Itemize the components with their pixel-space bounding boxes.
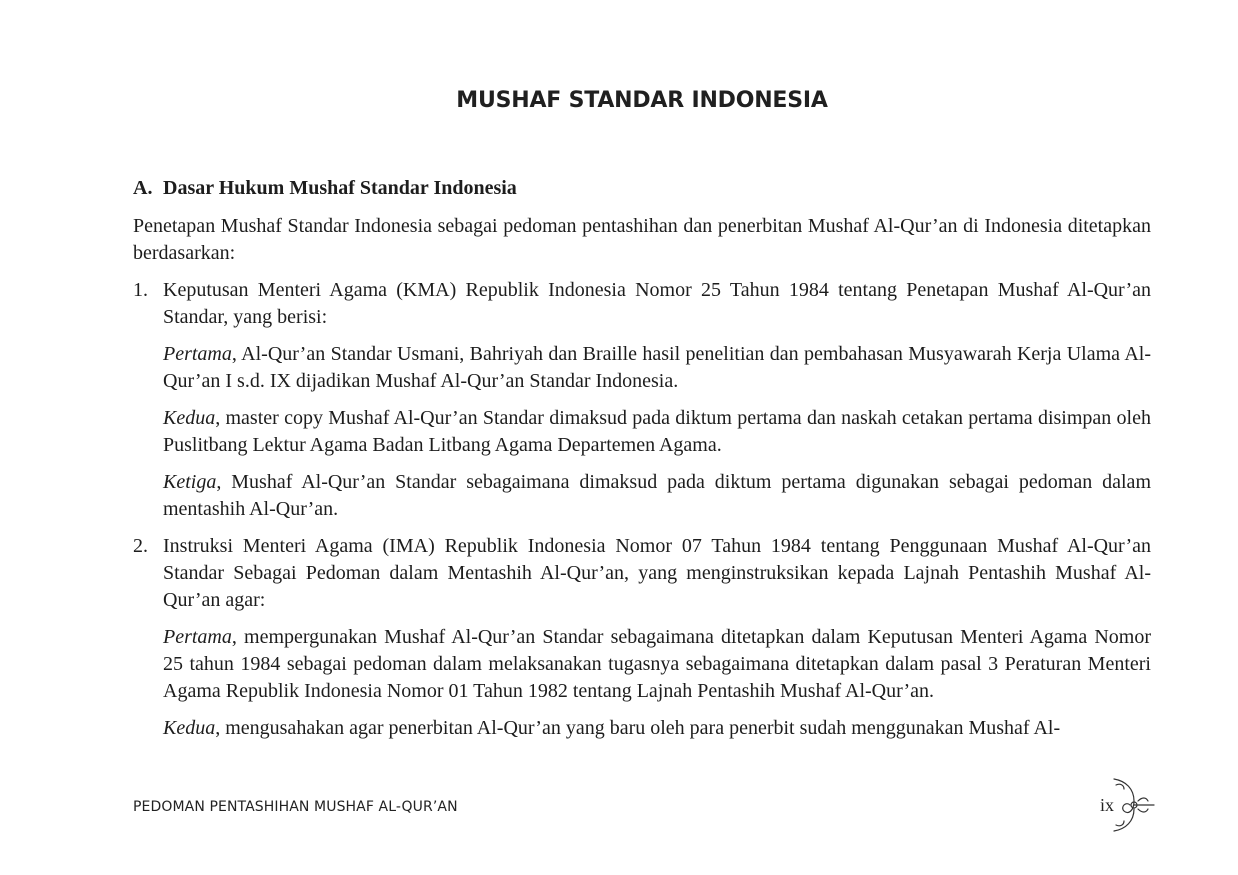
page-number: ix <box>1100 795 1115 815</box>
sub-paragraph <box>133 624 1151 705</box>
section-heading <box>133 175 1151 202</box>
intro-paragraph: Penetapan Mushaf Standar Indonesia sebagai pedoman pentashihan dan penerbitan Mushaf Al-Qur’an di Indonesia ditetapkan berdasarkan: <box>133 215 1151 264</box>
running-footer: PEDOMAN PENTASHIHAN MUSHAF AL-QUR’AN <box>133 799 458 815</box>
sub-paragraph-lead: Ketiga <box>163 471 217 493</box>
sub-paragraph <box>133 341 1151 395</box>
sub-paragraph <box>133 405 1151 459</box>
document-body <box>133 175 1151 752</box>
list-number: 2. <box>133 535 148 557</box>
list-item <box>133 533 1151 614</box>
sub-paragraph-text: , Mushaf Al-Qur’an Standar sebagaimana dimaksud pada diktum pertama digunakan sebagai pedoman dalam mentashih Al-Qur’an. <box>163 471 1151 520</box>
sub-paragraph-text: , master copy Mushaf Al-Qur’an Standar dimaksud pada diktum pertama dan naskah cetakan pertama disimpan oleh Puslitbang Lektur Agama Badan Litbang Agama Departemen Agama. <box>163 407 1151 456</box>
page-title: MUSHAF STANDAR INDONESIA <box>456 88 828 113</box>
sub-paragraph-text: , mengusahakan agar penerbitan Al-Qur’an yang baru oleh para penerbit sudah menggunakan Mushaf Al- <box>215 717 1061 739</box>
sub-paragraph-text: , mempergunakan Mushaf Al-Qur’an Standar sebagaimana ditetapkan dalam Keputusan Menteri Agama Nomor 25 tahun 1984 sebagai pedoman dalam melaksanakan tugasnya sebagaimana ditetapkan dalam pasal 3 Peraturan Menteri Agama Republik Indonesia Nomor 01 Tahun 1982 tentang Lajnah Pentashih Mushaf Al-Qur’an. <box>163 626 1151 702</box>
sub-paragraph <box>133 469 1151 523</box>
sub-paragraph-lead: Kedua <box>163 407 216 429</box>
section-heading-text: Dasar Hukum Mushaf Standar Indonesia <box>163 177 517 199</box>
floral-ornament-icon <box>1108 775 1158 835</box>
sub-paragraph <box>133 715 1151 742</box>
list-item <box>133 277 1151 331</box>
list-item-text: Keputusan Menteri Agama (KMA) Republik Indonesia Nomor 25 Tahun 1984 tentang Penetapan Mushaf Al-Qur’an Standar, yang berisi: <box>163 279 1151 328</box>
section-letter: A. <box>133 177 153 199</box>
sub-paragraph-lead: Pertama <box>163 626 232 648</box>
sub-paragraph-text: , Al-Qur’an Standar Usmani, Bahriyah dan Braille hasil penelitian dan pembahasan Musyawarah Kerja Ulama Al-Qur’an I s.d. IX dijadikan Mushaf Al-Qur’an Standar Indonesia. <box>163 343 1151 392</box>
list-item-text: Instruksi Menteri Agama (IMA) Republik Indonesia Nomor 07 Tahun 1984 tentang Penggunaan Mushaf Al-Qur’an Standar Sebagai Pedoman dalam Mentashih Al-Qur’an, yang menginstruksikan kepada Lajnah Pentashih Mushaf Al-Qur’an agar: <box>163 535 1151 611</box>
sub-paragraph-lead: Pertama <box>163 343 232 365</box>
list-number: 1. <box>133 279 148 301</box>
sub-paragraph-lead: Kedua <box>163 717 216 739</box>
